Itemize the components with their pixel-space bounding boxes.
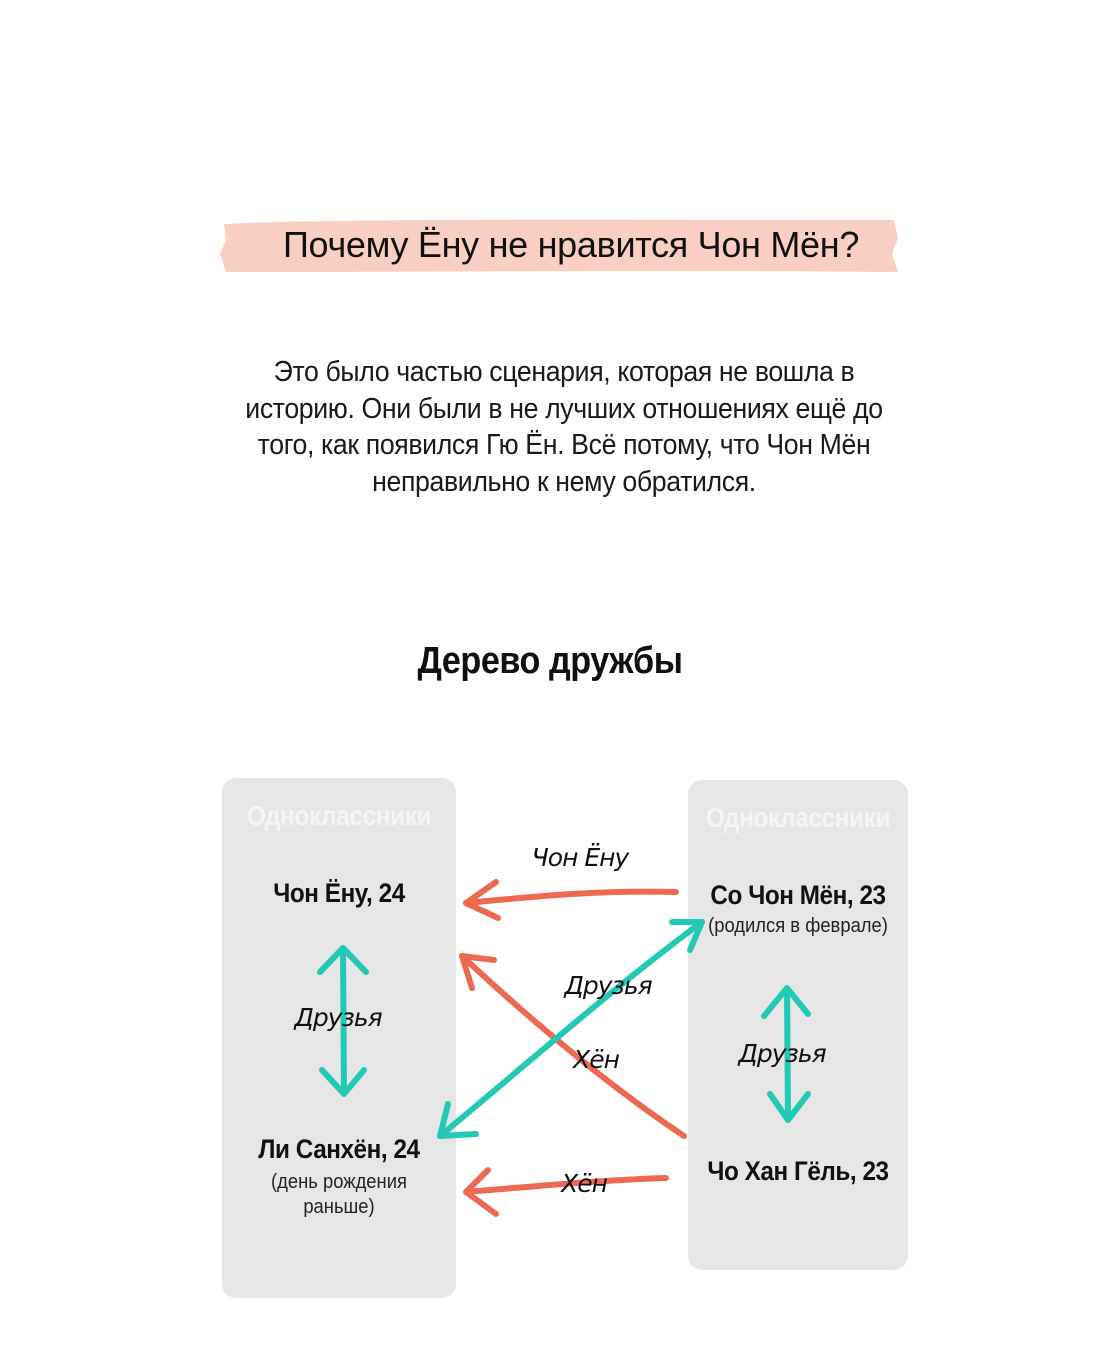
arrow-cross-red bbox=[462, 956, 684, 1136]
label-bottom-red: Хён bbox=[561, 1169, 607, 1198]
page-title: Почему Ёну не нравится Чон Мён? bbox=[282, 224, 860, 265]
label-cross-teal: Друзья bbox=[564, 971, 652, 1000]
paragraph-line: Это было частью сценария, которая не вошла в bbox=[273, 356, 855, 388]
right-group-heading: Одноклассники bbox=[705, 802, 891, 833]
person-lee-sanghyeon: Ли Санхён, 24 bbox=[258, 1134, 420, 1164]
tree-title: Дерево дружбы bbox=[417, 640, 683, 682]
left-group-heading: Одноклассники bbox=[246, 800, 432, 831]
right-group-panel bbox=[688, 780, 908, 1270]
label-left-teal: Друзья bbox=[294, 1003, 382, 1032]
label-top-red: Чон Ёну bbox=[531, 843, 629, 872]
note-birthday-earlier bbox=[231, 1170, 446, 1220]
label-right-teal: Друзья bbox=[738, 1039, 826, 1068]
title-banner bbox=[218, 214, 900, 276]
arrow-bottom-red bbox=[466, 1170, 666, 1214]
left-group-panel bbox=[222, 778, 456, 1298]
person-seo-jeong-myeong: Со Чон Мён, 23 bbox=[710, 880, 886, 910]
label-cross-red: Хён bbox=[573, 1045, 619, 1074]
intro-paragraph bbox=[211, 354, 918, 500]
paragraph-line: историю. Они были в не лучших отношениях ещё до bbox=[245, 392, 883, 425]
paragraph-line: того, как появился Гю Ён. Всё потому, что Чон Мён bbox=[257, 429, 871, 461]
person-cho-han-gyeol: Чо Хан Гёль, 23 bbox=[707, 1156, 889, 1186]
note-line: (день рождения bbox=[271, 1171, 407, 1193]
note-born-february: (родился в феврале) bbox=[708, 915, 888, 937]
arrow-cross-teal bbox=[440, 922, 702, 1136]
note-line: раньше) bbox=[303, 1196, 375, 1218]
arrow-top-red bbox=[466, 882, 676, 918]
paragraph-line: неправильно к нему обратился. bbox=[372, 465, 756, 498]
person-jeon-yoonu: Чон Ёну, 24 bbox=[273, 878, 405, 908]
